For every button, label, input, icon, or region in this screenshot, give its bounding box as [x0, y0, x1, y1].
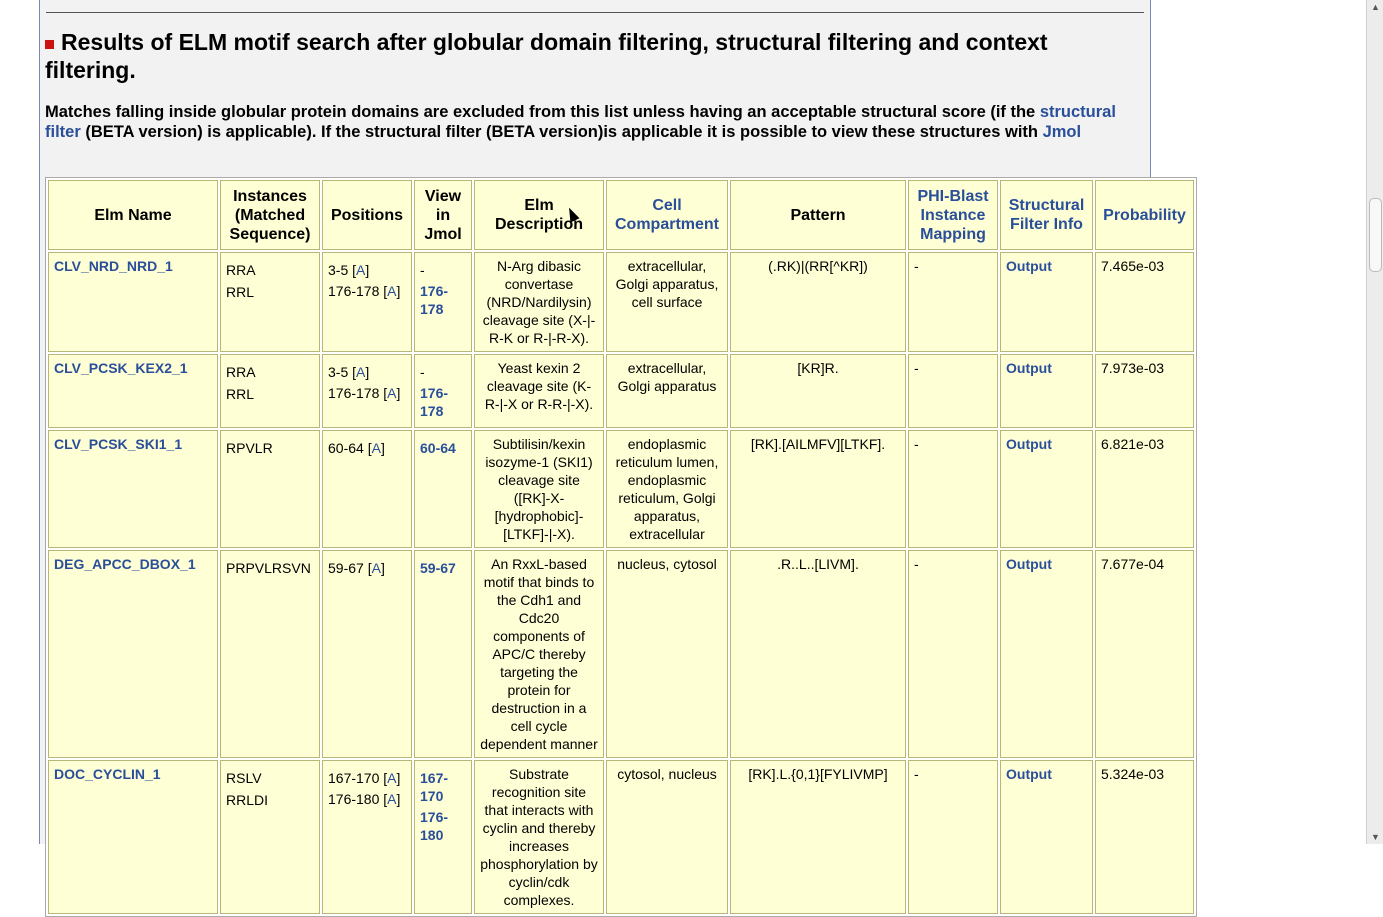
elm-name-link[interactable]: CLV_NRD_NRD_1: [54, 258, 173, 274]
position-range: 59-67: [328, 560, 364, 576]
phi-blast-cell: -: [908, 550, 998, 758]
position-range: 3-5: [328, 262, 349, 278]
positions-cell: 3-5 [A] 176-178 [A]: [322, 354, 412, 428]
pattern-cell: [KR]R.: [730, 354, 906, 428]
header-phi-blast: [908, 180, 998, 250]
position-link[interactable]: A: [356, 364, 366, 380]
structural-filter-cell: [1000, 550, 1093, 758]
elm-name-link[interactable]: DEG_APCC_DBOX_1: [54, 556, 196, 572]
scroll-down-icon[interactable]: ▼: [1371, 832, 1380, 842]
position-link[interactable]: A: [371, 560, 381, 576]
elm-name-cell: [48, 760, 218, 914]
position-link[interactable]: A: [387, 770, 397, 786]
phi-blast-cell: -: [908, 252, 998, 352]
output-link[interactable]: Output: [1006, 556, 1052, 572]
description-cell: N-Arg dibasic convertase (NRD/Nardilysin) cleavage site (X-|-R-K or R-|-R-X).: [474, 252, 604, 352]
jmol-view-link[interactable]: 176-178: [420, 385, 449, 419]
output-link[interactable]: Output: [1006, 766, 1052, 782]
cell-compartment-link[interactable]: Cell Compartment: [614, 197, 719, 233]
jmol-view-link[interactable]: 167-170: [420, 770, 449, 804]
structural-filter-cell: [1000, 252, 1093, 352]
elm-name-link[interactable]: CLV_PCSK_KEX2_1: [54, 360, 188, 376]
jmol-cell: [414, 252, 472, 352]
compartment-cell: extracellular, Golgi apparatus, cell surface: [606, 252, 728, 352]
results-heading: Results of ELM motif search after globular domain filtering, structural filtering and context filtering.: [45, 29, 1048, 83]
header-instances: Instances (Matched Sequence): [220, 180, 320, 250]
vertical-scrollbar[interactable]: [1366, 0, 1383, 844]
jmol-view-link[interactable]: 176-178: [420, 283, 449, 317]
position-range: 176-178: [328, 283, 380, 299]
output-link[interactable]: Output: [1006, 258, 1052, 274]
header-probability: [1095, 180, 1194, 250]
bullet-icon: [45, 40, 54, 49]
positions-cell: 60-64 [A]: [322, 430, 412, 548]
table-row: [48, 354, 1194, 428]
position-link[interactable]: A: [356, 262, 366, 278]
header-view-jmol: View in Jmol: [414, 180, 472, 250]
jmol-view-link[interactable]: 60-64: [420, 440, 456, 456]
instance-value: RRL: [226, 284, 255, 300]
jmol-cell: [414, 550, 472, 758]
positions-cell: 3-5 [A] 176-178 [A]: [322, 252, 412, 352]
elm-name-cell: [48, 550, 218, 758]
pattern-cell: [RK].[AILMFV][LTKF].: [730, 430, 906, 548]
elm-name-cell: [48, 430, 218, 548]
header-elm-description: Elm Description: [474, 180, 604, 250]
instance-value: RPVLR: [226, 440, 273, 456]
elm-name-cell: [48, 354, 218, 428]
position-link[interactable]: A: [387, 791, 397, 807]
compartment-cell: nucleus, cytosol: [606, 550, 728, 758]
divider: [46, 12, 1144, 13]
instances-cell: [220, 354, 320, 428]
probability-cell: 7.973e-03: [1095, 354, 1194, 428]
probability-link[interactable]: Probability: [1103, 206, 1186, 224]
positions-cell: 167-170 [A] 176-180 [A]: [322, 760, 412, 914]
structural-filter-link[interactable]: structural filter: [45, 103, 1116, 141]
header-structural-filter: [1000, 180, 1093, 250]
structural-filter-cell: [1000, 430, 1093, 548]
description-cell: Substrate recognition site that interacts with cyclin and thereby increases phosphorylation by cyclin/cdk complexes.: [474, 760, 604, 914]
results-table: [45, 177, 1197, 917]
scroll-up-icon[interactable]: ▲: [1371, 2, 1380, 12]
jmol-cell: [414, 354, 472, 428]
header-elm-name: Elm Name: [48, 180, 218, 250]
structural-filter-cell: [1000, 760, 1093, 914]
structural-filter-cell: [1000, 354, 1093, 428]
description-cell: An RxxL-based motif that binds to the Cdh1 and Cdc20 components of APC/C thereby targeting the protein for destruction in a cell cycle dependent manner: [474, 550, 604, 758]
description-cell: Yeast kexin 2 cleavage site (K-R-|-X or R-R-|-X).: [474, 354, 604, 428]
instances-cell: [220, 760, 320, 914]
jmol-link[interactable]: Jmol: [1042, 123, 1082, 141]
jmol-empty: -: [420, 364, 425, 380]
instance-value: RRA: [226, 364, 256, 380]
phi-blast-cell: -: [908, 430, 998, 548]
compartment-cell: endoplasmic reticulum lumen, endoplasmic reticulum, Golgi apparatus, extracellular: [606, 430, 728, 548]
phi-blast-cell: -: [908, 354, 998, 428]
position-range: 3-5: [328, 364, 349, 380]
position-range: 176-180: [328, 791, 380, 807]
instances-cell: [220, 252, 320, 352]
elm-name-link[interactable]: DOC_CYCLIN_1: [54, 766, 161, 782]
phi-blast-link[interactable]: PHI-Blast Instance Mapping: [917, 187, 989, 243]
phi-blast-cell: -: [908, 760, 998, 914]
pattern-cell: (.RK)|(RR[^KR]): [730, 252, 906, 352]
table-row: [48, 760, 1194, 914]
table-row: [48, 550, 1194, 758]
instances-cell: [220, 430, 320, 548]
jmol-view-link[interactable]: 176-180: [420, 809, 449, 843]
probability-cell: 5.324e-03: [1095, 760, 1194, 914]
description-cell: Subtilisin/kexin isozyme-1 (SKI1) cleavage site ([RK]-X-[hydrophobic]-[LTKF]-|-X).: [474, 430, 604, 548]
position-range: 176-178: [328, 385, 380, 401]
output-link[interactable]: Output: [1006, 360, 1052, 376]
pattern-cell: [RK].L.{0,1}[FYLIVMP]: [730, 760, 906, 914]
header-positions: Positions: [322, 180, 412, 250]
header-cell-compartment: [606, 180, 728, 250]
position-link[interactable]: A: [387, 385, 397, 401]
compartment-cell: extracellular, Golgi apparatus: [606, 354, 728, 428]
positions-cell: 59-67 [A]: [322, 550, 412, 758]
probability-cell: 7.465e-03: [1095, 252, 1194, 352]
instances-cell: [220, 550, 320, 758]
jmol-empty: -: [420, 262, 425, 278]
probability-cell: 7.677e-04: [1095, 550, 1194, 758]
table-row: [48, 430, 1194, 548]
table-header-row: [48, 180, 1194, 250]
jmol-cell: [414, 760, 472, 914]
table-row: [48, 252, 1194, 352]
position-link[interactable]: A: [371, 440, 381, 456]
instance-value: PRPVLRSVN: [226, 560, 311, 576]
elm-name-cell: [48, 252, 218, 352]
position-link[interactable]: A: [387, 283, 397, 299]
position-range: 60-64: [328, 440, 364, 456]
elm-name-link[interactable]: CLV_PCSK_SKI1_1: [54, 436, 183, 452]
compartment-cell: cytosol, nucleus: [606, 760, 728, 914]
structural-filter-info-link[interactable]: Structural Filter Info: [1008, 197, 1085, 233]
jmol-view-link[interactable]: 59-67: [420, 560, 456, 576]
output-link[interactable]: Output: [1006, 436, 1052, 452]
instance-value: RRLDI: [226, 792, 269, 808]
pattern-cell: .R..L..[LIVM].: [730, 550, 906, 758]
table-body: [48, 252, 1194, 914]
instance-value: RRA: [226, 262, 256, 278]
instance-value: RSLV: [226, 770, 262, 786]
position-range: 167-170: [328, 770, 380, 786]
results-description: Matches falling inside globular protein domains are excluded from this list unless having an acceptable structural score (if the structural filter (BETA version) is applicable). If the structural filter (BETA version)is applicable it is possible to view these structures with Jmol: [45, 103, 1116, 141]
scrollbar-thumb[interactable]: [1369, 198, 1382, 272]
probability-cell: 6.821e-03: [1095, 430, 1194, 548]
header-pattern: Pattern: [730, 180, 906, 250]
jmol-cell: [414, 430, 472, 548]
instance-value: RRL: [226, 386, 255, 402]
